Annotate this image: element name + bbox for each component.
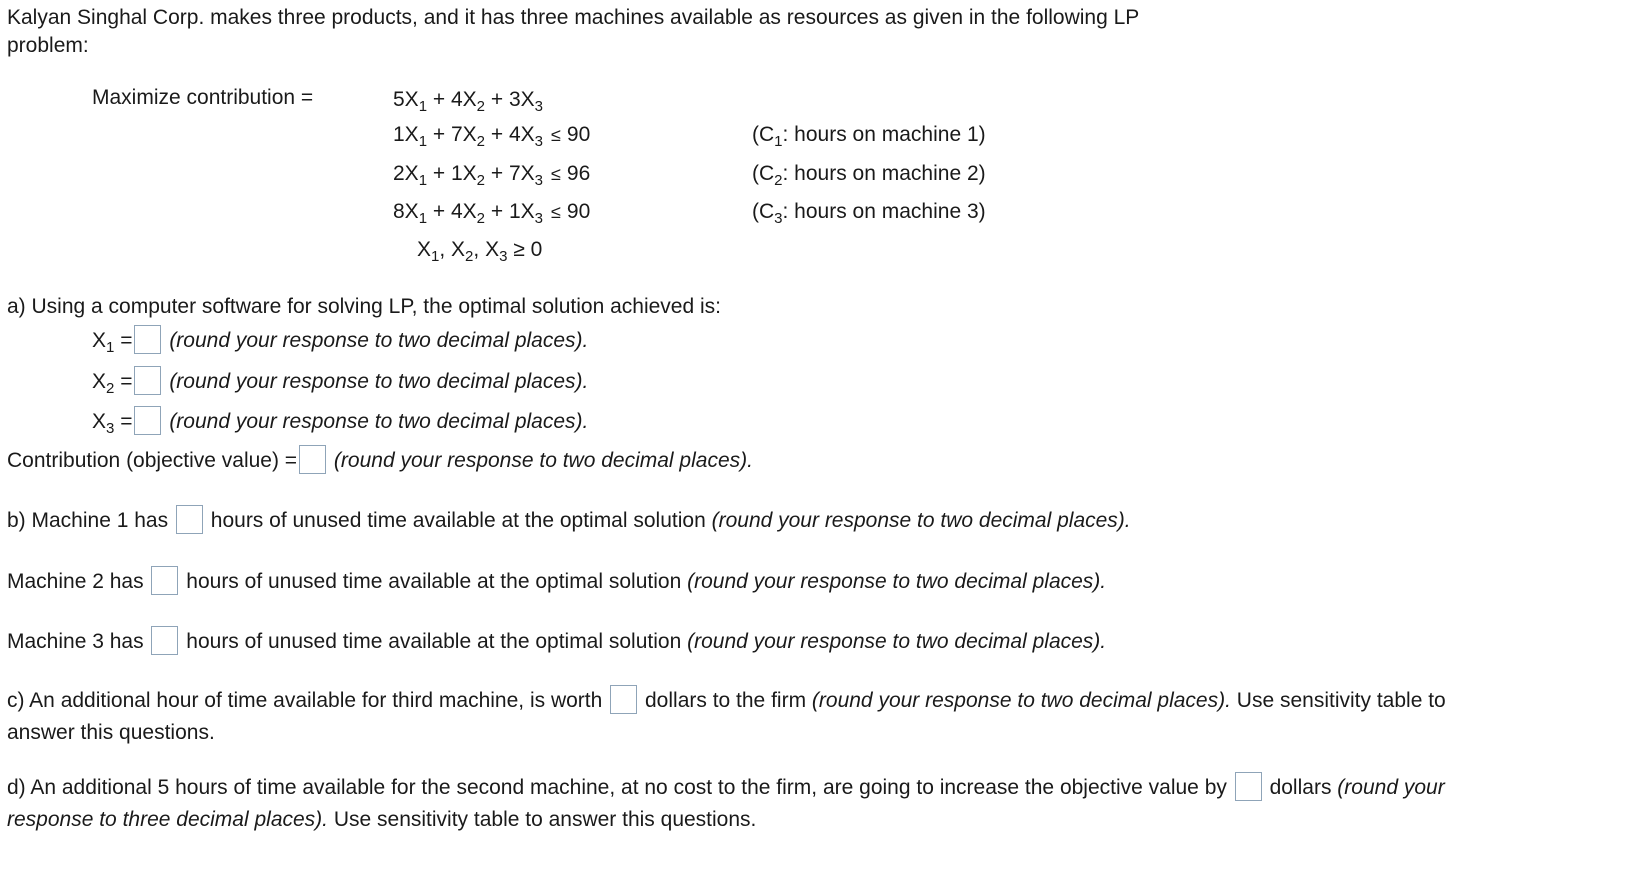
part-a-heading: a) Using a computer software for solving LP, the optimal solution achieved is: — [7, 295, 721, 318]
contribution-answer-input[interactable] — [299, 445, 326, 474]
x3-answer-input[interactable] — [134, 406, 161, 435]
x1-answer-input[interactable] — [134, 325, 161, 354]
x2-hint: (round your response to two decimal places). — [169, 370, 589, 394]
constraint-2: $2X_1 + 1X_2 + 7X_3 \le 96$ — [393, 162, 591, 189]
part-c-line-1: c) An additional hour of time available for third machine, is worth dollars to the firm (round your response to two decimal places). Use sensitivity table to — [7, 687, 1446, 716]
intro-line-2: problem: — [7, 34, 89, 57]
objective-label: Maximize contribution = — [92, 86, 314, 109]
x1-hint: (round your response to two decimal places). — [169, 329, 589, 353]
machine-2-unused-input[interactable] — [151, 566, 178, 595]
nonnegativity-constraint: $X_1$, $X_2$, $X_3 \ge 0$ — [417, 238, 543, 265]
part-c-line-2: answer this questions. — [7, 721, 215, 744]
machine-3-unused-input[interactable] — [151, 626, 178, 655]
third-machine-value-input[interactable] — [610, 685, 637, 714]
x3-hint: (round your response to two decimal places). — [169, 410, 589, 434]
machine-3-row: Machine 3 has hours of unused time available at the optimal solution (round your response to two decimal places). — [7, 628, 1106, 657]
x2-row: $X_2$ = (round your response to two decimal places). — [92, 368, 588, 397]
machine-2-row: Machine 2 has hours of unused time available at the optimal solution (round your response to two decimal places). — [7, 568, 1106, 597]
constraint-3-note: ($C_3$: hours on machine 3) — [752, 200, 986, 227]
part-d-line-1: d) An additional 5 hours of time available for the second machine, at no cost to the firm, are going to increase the objective value by dollars (round your — [7, 774, 1445, 803]
contribution-row: Contribution (objective value) = (round your response to two decimal places). — [7, 447, 753, 476]
constraint-1: $1X_1 + 7X_2 + 4X_3 \le 90$ — [393, 123, 591, 150]
part-d-line-2: response to three decimal places). Use sensitivity table to answer this questions. — [7, 808, 757, 831]
machine-1-row: b) Machine 1 has hours of unused time available at the optimal solution (round your response to two decimal places). — [7, 507, 1131, 536]
machine-1-unused-input[interactable] — [176, 505, 203, 534]
x2-answer-input[interactable] — [134, 366, 161, 395]
x3-row: $X_3$ = (round your response to two decimal places). — [92, 408, 588, 437]
objective-increase-input[interactable] — [1235, 772, 1262, 801]
constraint-3: $8X_1 + 4X_2 + 1X_3 \le 90$ — [393, 200, 591, 227]
contribution-hint: (round your response to two decimal places). — [333, 449, 753, 473]
intro-line-1: Kalyan Singhal Corp. makes three products, and it has three machines available as resources as given in the following LP — [7, 6, 1140, 29]
constraint-2-note: ($C_2$: hours on machine 2) — [752, 162, 986, 189]
x1-row: $X_1$ = (round your response to two decimal places). — [92, 327, 588, 356]
constraint-1-note: ($C_1$: hours on machine 1) — [752, 123, 986, 150]
objective-function: $5X_1 + 4X_2 + 3X_3$ — [393, 88, 543, 115]
